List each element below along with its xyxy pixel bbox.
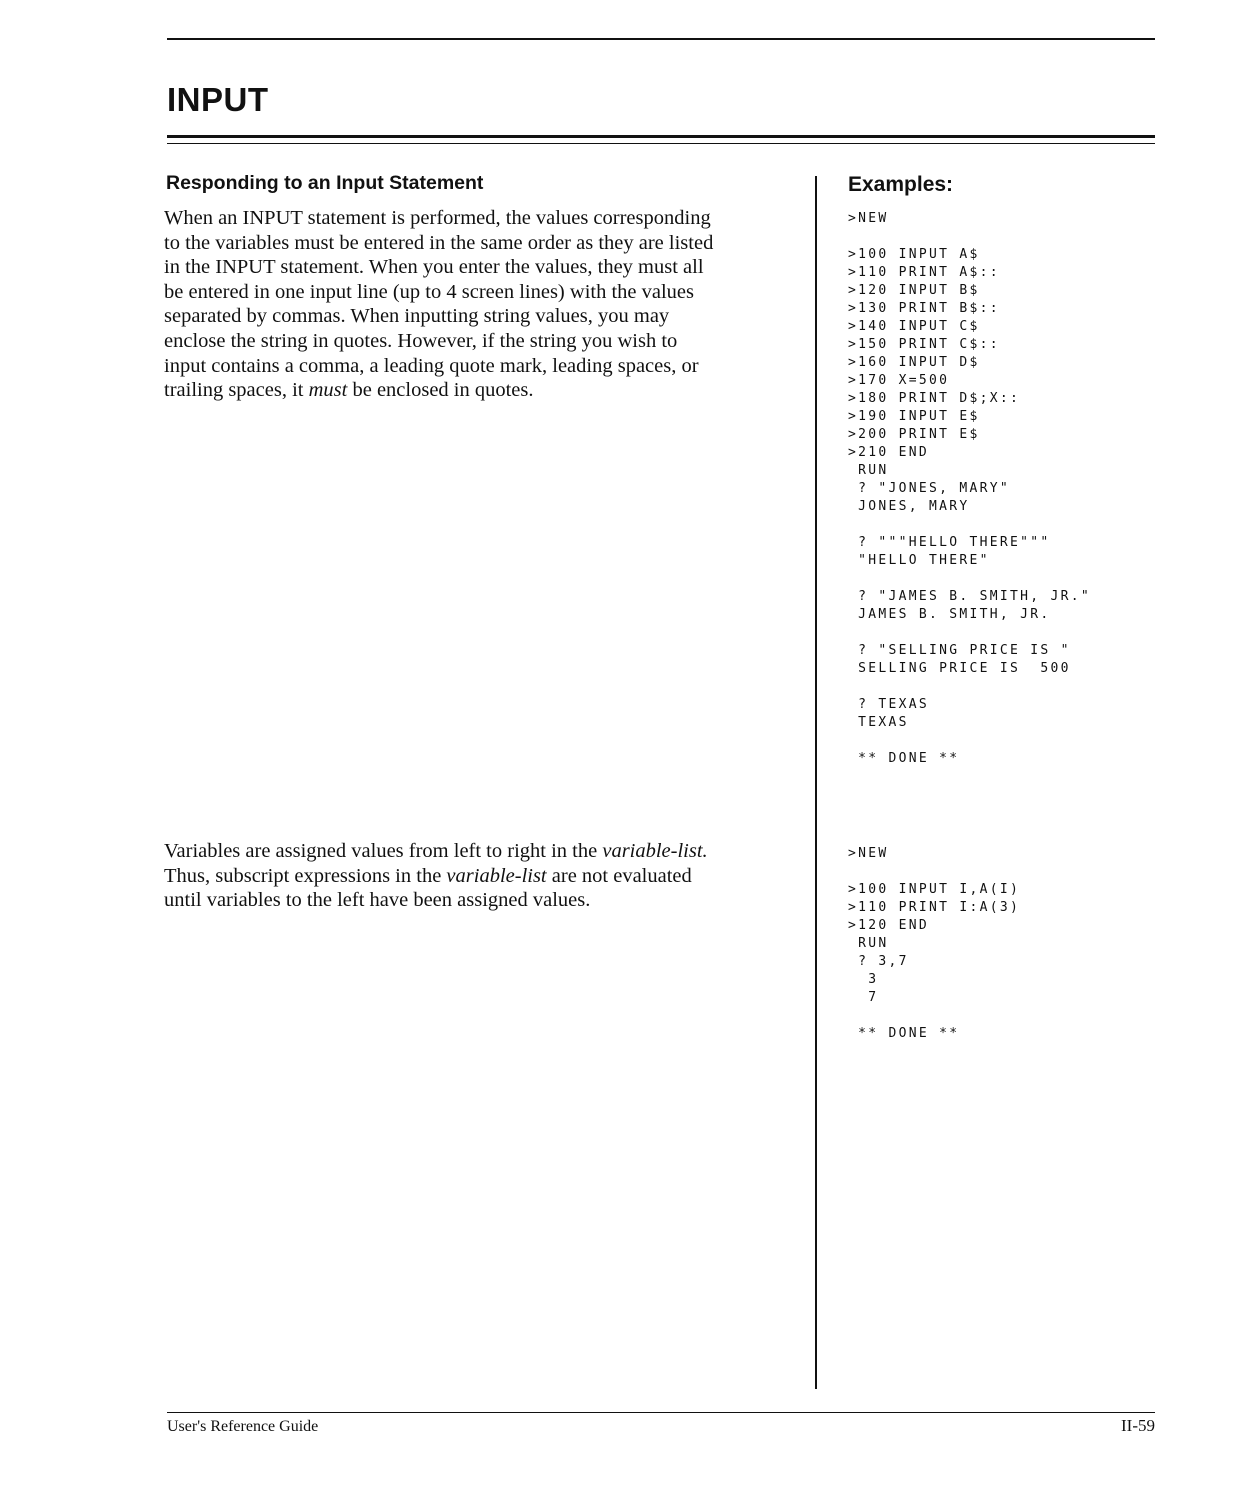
paragraph-variable-list [164,839,804,913]
paragraph-text-end: are not evaluated until variables to the left have been assigned values. [164,864,692,912]
column-divider [815,176,817,1389]
footer-guide-title: User's Reference Guide [167,1418,319,1435]
paragraph-text-mid: Thus, subscript expressions in the [164,864,442,887]
term-variable-list: variable-list [446,864,547,887]
page-number: II-59 [1121,1416,1155,1435]
code-example-1: >NEW >100 INPUT A$ >110 PRINT A$:: >120 INPUT B$ >130 PRINT B$:: >140 INPUT C$ >150 PRINT C$:: >160 INPUT D$ >170 X=500 >180 PRINT D$;X:: >190 INPUT E$ >200 PRINT E$ >210 END RUN ? "JONES, MARY" JONES, MARY ? """HELLO THERE""" "HELLO THERE" ? "JAMES B. SMITH, JR." JAMES B. SMITH, JR. ? "SELLING PRICE IS " SELLING PRICE IS 500 ? TEXAS TEXAS ** DONE ** [848,211,1092,766]
code-example-2: >NEW >100 INPUT I,A(I) >110 PRINT I:A(3) >120 END RUN ? 3,7 3 7 ** DONE ** [848,846,1021,1041]
paragraph-text: When an INPUT statement is performed, the values corresponding to the variables must be entered in the same order as they are listed in the INPUT statement. When you enter the values, they must all be entered in one input line (up to 4 screen lines) with the values separated by commas. When inputting string values, you may enclose the string in quotes. However, if the string you wish to input contains a comma, a leading quote mark, leading spaces, or trailing spaces, it [164,207,714,402]
paragraph-text-end: be enclosed in quotes. [347,379,534,402]
emphasis-must: must [308,379,348,402]
title-rule-thick [167,135,1155,138]
term-variable-list: variable-list. [602,840,708,862]
paragraph-responding [164,206,804,403]
top-rule [167,38,1155,40]
title-rule-thin [167,143,1155,144]
examples-heading: Examples: [848,173,954,196]
footer-rule [167,1412,1155,1413]
paragraph-text: Variables are assigned values from left to right in the [164,840,603,862]
section-heading: Responding to an Input Statement [166,172,484,194]
page-title: INPUT [167,81,269,118]
